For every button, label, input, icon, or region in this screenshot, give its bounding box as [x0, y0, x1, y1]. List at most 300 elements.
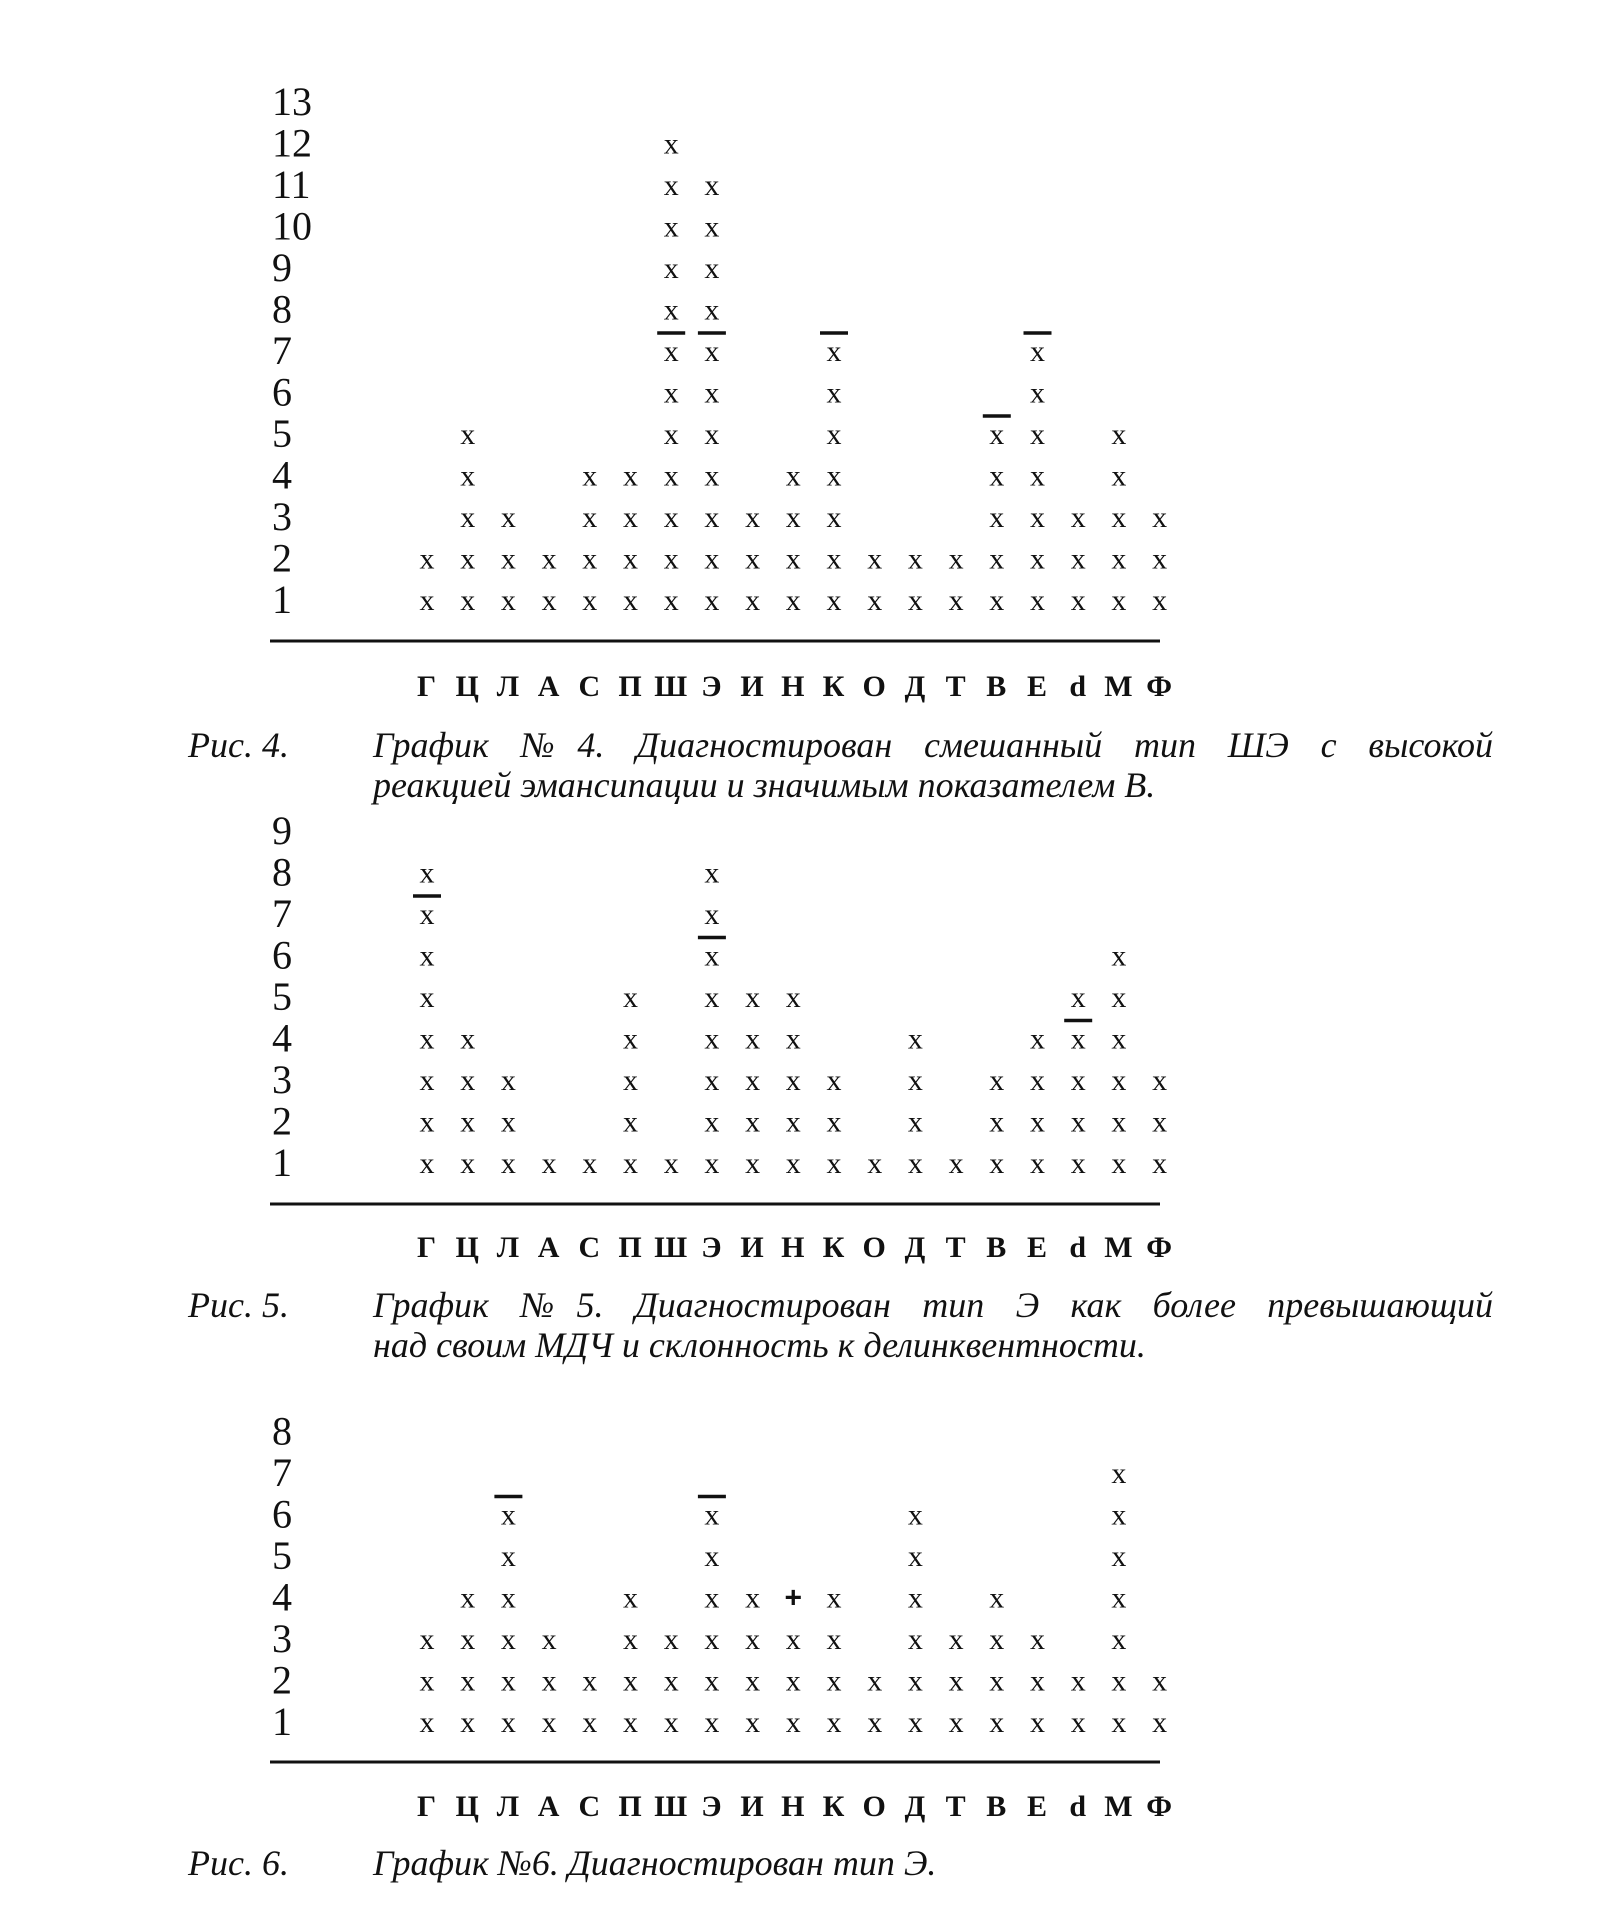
x-mark: x: [419, 898, 435, 931]
x-mark: x: [582, 501, 598, 534]
x-mark: x: [419, 1664, 435, 1698]
y-tick-label-4: 4: [272, 452, 292, 498]
x-mark: x: [1030, 1064, 1045, 1097]
x-mark: x: [1030, 459, 1045, 493]
x-mark: x: [1111, 1664, 1127, 1698]
x-mark: x: [826, 1105, 842, 1139]
x-mark: x: [1030, 1706, 1045, 1739]
x-mark: x: [1152, 584, 1168, 617]
x-tick-label: Ц: [455, 1790, 480, 1823]
x-tick-label: Л: [496, 1790, 521, 1823]
x-mark: x: [907, 1498, 923, 1532]
x-mark: x: [500, 1540, 516, 1573]
x-mark: x: [541, 542, 557, 576]
x-mark: x: [623, 1623, 638, 1656]
x-mark: x: [826, 1706, 842, 1739]
x-mark: x: [704, 1540, 720, 1573]
x-mark: x: [704, 1064, 720, 1097]
x-mark: x: [826, 501, 842, 534]
x-tick-label: Ф: [1146, 1790, 1173, 1823]
x-mark: x: [663, 293, 679, 327]
x-mark: x: [907, 1623, 923, 1656]
x-mark: x: [663, 542, 679, 576]
x-tick-label: Г: [416, 670, 438, 703]
x-tick-label: А: [537, 670, 561, 703]
x-mark: x: [582, 1706, 598, 1739]
x-mark: x: [745, 584, 761, 617]
caption-6-text: [373, 1843, 1493, 1883]
x-mark: x: [785, 1623, 801, 1656]
x-mark: x: [500, 1623, 516, 1656]
x-mark: x: [460, 542, 476, 576]
x-mark: x: [989, 1581, 1005, 1615]
x-mark: x: [623, 1706, 638, 1739]
x-mark: x: [826, 335, 842, 368]
x-mark: x: [419, 856, 435, 890]
y-tick-label-3: 3: [272, 1057, 292, 1102]
y-tick-label-7: 7: [272, 891, 292, 936]
y-tick-label-10: 10: [272, 203, 312, 249]
x-mark: x: [663, 210, 679, 244]
x-mark: x: [785, 542, 801, 576]
x-mark: x: [663, 501, 679, 534]
x-mark: x: [704, 584, 720, 617]
x-mark: x: [989, 584, 1005, 617]
x-mark: x: [460, 1147, 476, 1180]
x-tick-label: Ц: [455, 1231, 480, 1264]
x-tick-label: В: [986, 1231, 1008, 1264]
x-tick-label: d: [1069, 670, 1088, 703]
x-mark: x: [460, 1623, 476, 1656]
x-mark: x: [907, 1064, 923, 1097]
x-mark: x: [663, 1664, 679, 1698]
x-tick-label: Ф: [1146, 670, 1173, 703]
x-tick-label: Д: [904, 1790, 927, 1823]
x-tick-label: В: [986, 670, 1008, 703]
x-mark: x: [989, 1623, 1005, 1656]
x-mark: x: [623, 501, 638, 534]
x-tick-label: Ш: [654, 670, 689, 703]
x-mark: x: [419, 981, 435, 1014]
x-mark: x: [623, 1664, 638, 1698]
x-mark: x: [623, 584, 638, 617]
x-mark: x: [1111, 1147, 1127, 1180]
y-tick-label-2: 2: [272, 1098, 292, 1144]
x-mark: x: [541, 1623, 557, 1656]
x-tick-label: А: [537, 1231, 561, 1264]
x-mark: x: [460, 501, 476, 534]
x-tick-label: Г: [416, 1790, 438, 1823]
x-tick-label: Л: [496, 670, 521, 703]
x-mark: x: [867, 584, 883, 617]
y-tick-label-5: 5: [272, 411, 292, 456]
x-mark: x: [1152, 501, 1168, 534]
x-mark: x: [500, 501, 516, 534]
x-mark: x: [704, 376, 720, 410]
y-tick-label-4: 4: [272, 1574, 292, 1620]
x-mark: x: [1111, 542, 1127, 576]
x-mark: x: [989, 1147, 1005, 1180]
x-tick-label: М: [1104, 1790, 1134, 1823]
y-tick-label-6: 6: [272, 369, 292, 415]
x-mark: x: [500, 542, 516, 576]
x-mark: x: [623, 1022, 638, 1056]
caption-6-line1: График №6. Диагностирован тип Э.: [373, 1843, 937, 1883]
x-mark: x: [704, 335, 720, 368]
x-mark: x: [826, 418, 842, 451]
x-mark: x: [419, 1623, 435, 1656]
x-mark: x: [460, 459, 476, 493]
x-mark: x: [1070, 1664, 1086, 1698]
x-mark: x: [663, 1706, 679, 1739]
y-tick-label-3: 3: [272, 494, 292, 539]
x-mark: x: [826, 1581, 842, 1615]
x-mark: x: [1070, 542, 1086, 576]
x-mark: x: [867, 542, 883, 576]
x-tick-label: П: [618, 670, 643, 703]
x-mark: x: [745, 501, 761, 534]
x-mark: x: [663, 584, 679, 617]
x-tick-label: И: [740, 1231, 765, 1264]
x-mark: x: [1030, 1623, 1045, 1656]
x-tick-label: Н: [781, 1790, 806, 1823]
x-mark: x: [704, 981, 720, 1014]
x-mark: x: [989, 501, 1005, 534]
x-mark: x: [745, 1147, 761, 1180]
y-tick-label-6: 6: [272, 1491, 292, 1537]
x-mark: x: [989, 542, 1005, 576]
x-mark: x: [582, 1664, 598, 1698]
x-tick-label: Н: [781, 1231, 806, 1264]
x-mark: x: [1152, 1105, 1168, 1139]
x-mark: x: [1111, 1064, 1127, 1097]
x-mark: x: [460, 1664, 476, 1698]
x-mark: x: [948, 542, 964, 576]
y-tick-label-12: 12: [272, 120, 312, 166]
caption-5-line2: над своим МДЧ и склонность к делинквентности.: [373, 1325, 1146, 1365]
x-mark: x: [500, 1581, 516, 1615]
x-mark: x: [419, 584, 435, 617]
x-mark: x: [785, 1022, 801, 1056]
x-mark: x: [745, 1581, 761, 1615]
x-mark: x: [989, 418, 1005, 451]
x-mark: x: [826, 1623, 842, 1656]
x-mark: x: [704, 898, 720, 931]
x-tick-label: С: [578, 670, 602, 703]
x-mark: x: [907, 1581, 923, 1615]
x-mark: x: [1070, 1022, 1086, 1056]
y-tick-label-6: 6: [272, 932, 292, 978]
x-mark: x: [704, 1498, 720, 1532]
x-mark: x: [460, 1105, 476, 1139]
x-mark: x: [623, 459, 638, 493]
x-tick-label: Т: [945, 1790, 967, 1823]
x-mark: x: [1111, 584, 1127, 617]
x-tick-label: Е: [1026, 1231, 1049, 1264]
x-mark: x: [704, 1623, 720, 1656]
x-mark: x: [663, 459, 679, 493]
x-mark: x: [907, 1147, 923, 1180]
y-tick-label-11: 11: [272, 162, 311, 207]
x-mark: x: [582, 459, 598, 493]
x-mark: x: [1070, 1105, 1086, 1139]
x-mark: x: [460, 1581, 476, 1615]
y-tick-label-13: 13: [272, 79, 312, 124]
y-tick-label-2: 2: [272, 1657, 292, 1703]
x-mark: x: [460, 1064, 476, 1097]
x-mark: x: [500, 1498, 516, 1532]
x-mark: x: [623, 1147, 638, 1180]
x-tick-label: В: [986, 1790, 1008, 1823]
x-mark: x: [419, 1147, 435, 1180]
x-mark: x: [867, 1147, 883, 1180]
x-mark: x: [826, 584, 842, 617]
x-mark: x: [989, 459, 1005, 493]
x-tick-label: И: [740, 670, 765, 703]
x-mark: x: [745, 542, 761, 576]
x-mark: x: [663, 335, 679, 368]
x-mark: x: [663, 418, 679, 451]
y-tick-label-1: 1: [272, 577, 292, 622]
x-mark: x: [826, 459, 842, 493]
x-mark: x: [1070, 1147, 1086, 1180]
x-mark: x: [785, 459, 801, 493]
x-tick-label: Г: [416, 1231, 438, 1264]
x-mark: x: [1111, 1457, 1127, 1490]
x-tick-label: П: [618, 1790, 643, 1823]
x-tick-label: d: [1069, 1231, 1088, 1264]
x-mark: x: [989, 1706, 1005, 1739]
x-mark: x: [704, 1706, 720, 1739]
x-mark: x: [989, 1105, 1005, 1139]
x-mark: x: [1111, 459, 1127, 493]
y-tick-label-8: 8: [272, 286, 292, 332]
y-tick-label-5: 5: [272, 1533, 292, 1578]
x-mark: x: [663, 1623, 679, 1656]
x-mark: x: [907, 1540, 923, 1573]
x-mark: x: [663, 127, 679, 161]
x-tick-label: О: [862, 1231, 887, 1264]
caption-6-label: Рис. 6.: [188, 1843, 289, 1883]
x-mark: x: [745, 1623, 761, 1656]
x-tick-label: d: [1069, 1790, 1088, 1823]
x-mark: x: [582, 542, 598, 576]
x-mark: x: [1111, 418, 1127, 451]
x-mark: x: [704, 501, 720, 534]
y-tick-label-5: 5: [272, 974, 292, 1019]
y-tick-label-3: 3: [272, 1616, 292, 1661]
x-mark: x: [500, 1147, 516, 1180]
y-tick-label-1: 1: [272, 1140, 292, 1185]
x-tick-label: Л: [496, 1231, 521, 1264]
x-mark: x: [907, 1664, 923, 1698]
x-tick-label: К: [822, 670, 846, 703]
x-mark: x: [1030, 1105, 1045, 1139]
x-mark: x: [704, 1147, 720, 1180]
x-tick-label: Д: [904, 670, 927, 703]
x-mark: x: [1030, 1147, 1045, 1180]
caption-4-line1: График №4. Диагностирован смешанный тип ШЭ с высокой: [373, 725, 1493, 765]
x-mark: x: [704, 252, 720, 285]
x-mark: x: [704, 210, 720, 244]
x-mark: x: [460, 584, 476, 617]
x-mark: x: [867, 1706, 883, 1739]
x-mark: x: [582, 1147, 598, 1180]
x-mark: x: [419, 1064, 435, 1097]
x-mark: x: [1070, 1064, 1086, 1097]
x-mark: x: [704, 1022, 720, 1056]
x-mark: x: [989, 1064, 1005, 1097]
x-mark: x: [948, 1706, 964, 1739]
x-mark: x: [623, 1064, 638, 1097]
x-tick-label: П: [618, 1231, 643, 1264]
x-mark: x: [500, 1706, 516, 1739]
x-mark: x: [500, 584, 516, 617]
x-mark: x: [785, 1706, 801, 1739]
x-tick-label: К: [822, 1231, 846, 1264]
x-tick-label: О: [862, 1790, 887, 1823]
x-tick-label: Ф: [1146, 1231, 1173, 1264]
x-mark: x: [1111, 501, 1127, 534]
x-mark: x: [704, 1581, 720, 1615]
x-mark: x: [1152, 1664, 1168, 1698]
x-mark: x: [745, 1105, 761, 1139]
x-mark: x: [1152, 1147, 1168, 1180]
x-mark: x: [623, 542, 638, 576]
x-tick-label: М: [1104, 1231, 1134, 1264]
plus-mark: +: [784, 1581, 803, 1615]
x-mark: x: [785, 501, 801, 534]
x-mark: x: [1152, 542, 1168, 576]
x-mark: x: [419, 1022, 435, 1056]
x-mark: x: [541, 1706, 557, 1739]
caption-4-label: Рис. 4.: [188, 725, 289, 765]
x-mark: x: [989, 1664, 1005, 1698]
x-mark: x: [785, 1664, 801, 1698]
y-tick-label-9: 9: [272, 245, 292, 290]
x-tick-label: И: [740, 1790, 765, 1823]
x-mark: x: [826, 1064, 842, 1097]
x-tick-label: Д: [904, 1231, 927, 1264]
y-tick-label-2: 2: [272, 535, 292, 581]
x-mark: x: [745, 1664, 761, 1698]
x-tick-label: Э: [701, 1231, 723, 1264]
caption-6: [0, 1843, 1611, 1893]
x-mark: x: [1111, 981, 1127, 1014]
x-mark: x: [745, 1022, 761, 1056]
x-mark: x: [541, 584, 557, 617]
x-mark: x: [419, 1105, 435, 1139]
x-mark: x: [785, 1064, 801, 1097]
x-mark: x: [826, 542, 842, 576]
x-mark: x: [500, 1105, 516, 1139]
x-mark: x: [1152, 1064, 1168, 1097]
x-tick-label: Е: [1026, 1790, 1049, 1823]
y-tick-label-7: 7: [272, 328, 292, 373]
x-mark: x: [704, 856, 720, 890]
x-tick-label: С: [578, 1790, 602, 1823]
x-mark: x: [907, 1706, 923, 1739]
x-tick-label: Т: [945, 1231, 967, 1264]
x-mark: x: [867, 1664, 883, 1698]
x-mark: x: [826, 376, 842, 410]
x-tick-label: Е: [1026, 670, 1049, 703]
x-tick-label: Э: [701, 670, 723, 703]
x-tick-label: Э: [701, 1790, 723, 1823]
x-mark: x: [1111, 1540, 1127, 1573]
x-mark: x: [785, 1147, 801, 1180]
x-mark: x: [1111, 1706, 1127, 1739]
x-mark: x: [1030, 501, 1045, 534]
x-mark: x: [1070, 584, 1086, 617]
x-mark: x: [948, 1623, 964, 1656]
x-mark: x: [907, 584, 923, 617]
x-mark: x: [419, 542, 435, 576]
x-mark: x: [1111, 1623, 1127, 1656]
x-mark: x: [1111, 1581, 1127, 1615]
x-tick-label: М: [1104, 670, 1134, 703]
x-mark: x: [623, 981, 638, 1014]
x-mark: x: [1030, 584, 1045, 617]
x-mark: x: [663, 169, 679, 202]
x-tick-label: А: [537, 1790, 561, 1823]
x-mark: x: [1030, 542, 1045, 576]
x-mark: x: [948, 1664, 964, 1698]
caption-5-label: Рис. 5.: [188, 1285, 289, 1325]
x-mark: x: [419, 939, 435, 973]
x-mark: x: [826, 1147, 842, 1180]
x-mark: x: [582, 584, 598, 617]
x-mark: x: [500, 1064, 516, 1097]
x-mark: x: [704, 939, 720, 973]
x-mark: x: [704, 1664, 720, 1698]
x-tick-label: Ш: [654, 1231, 689, 1264]
x-tick-label: С: [578, 1231, 602, 1264]
x-mark: x: [704, 169, 720, 202]
x-mark: x: [907, 1105, 923, 1139]
y-tick-label-9: 9: [272, 808, 292, 853]
x-mark: x: [1070, 981, 1086, 1014]
x-mark: x: [704, 1105, 720, 1139]
x-mark: x: [541, 1664, 557, 1698]
x-mark: x: [704, 293, 720, 327]
caption-5-line1: График №5. Диагностирован тип Э как более превышающий: [373, 1285, 1493, 1325]
x-mark: x: [948, 1147, 964, 1180]
x-mark: x: [826, 1664, 842, 1698]
x-mark: x: [1111, 1022, 1127, 1056]
x-tick-label: К: [822, 1790, 846, 1823]
y-tick-label-7: 7: [272, 1450, 292, 1495]
x-mark: x: [663, 252, 679, 285]
x-mark: x: [541, 1147, 557, 1180]
x-tick-label: Ш: [654, 1790, 689, 1823]
x-tick-label: О: [862, 670, 887, 703]
x-mark: x: [1070, 1706, 1086, 1739]
x-mark: x: [1030, 418, 1045, 451]
x-mark: x: [663, 376, 679, 410]
x-mark: x: [500, 1664, 516, 1698]
x-mark: x: [907, 1022, 923, 1056]
x-mark: x: [785, 981, 801, 1014]
x-tick-label: Н: [781, 670, 806, 703]
x-mark: x: [460, 1706, 476, 1739]
x-mark: x: [1030, 335, 1045, 368]
x-mark: x: [745, 981, 761, 1014]
x-mark: x: [460, 1022, 476, 1056]
x-mark: x: [1030, 1022, 1045, 1056]
x-mark: x: [704, 418, 720, 451]
x-tick-label: Ц: [455, 670, 480, 703]
